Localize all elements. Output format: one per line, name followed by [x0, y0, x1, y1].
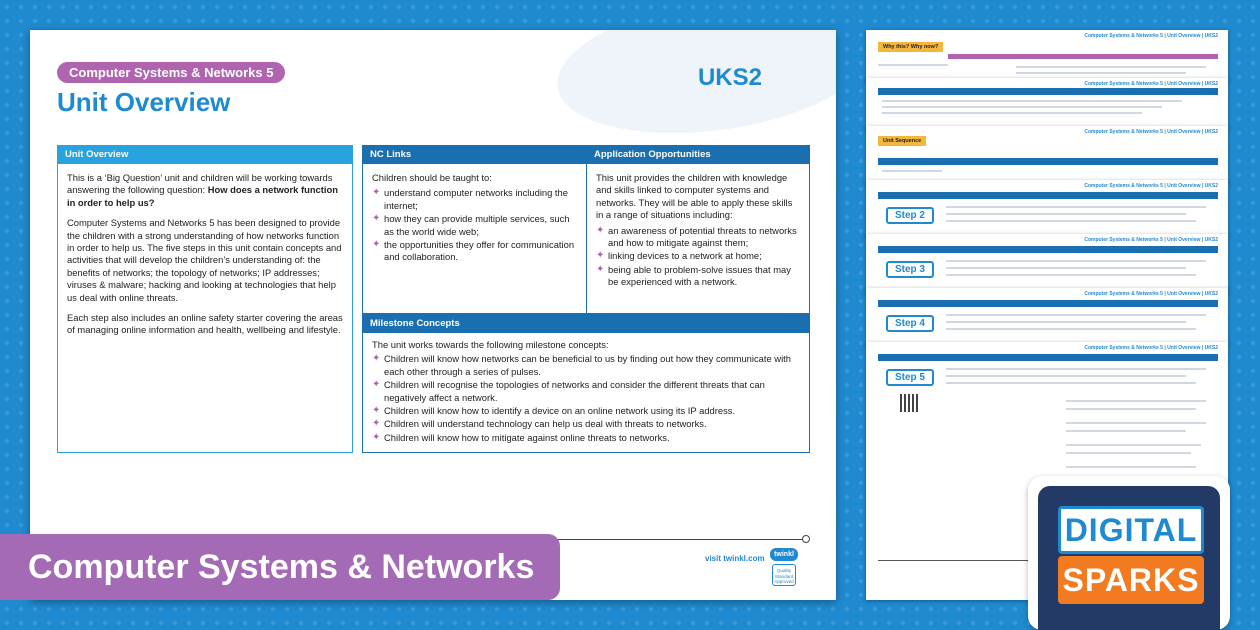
preview-sheet-1	[866, 30, 1228, 82]
unit-name-pill: Computer Systems & Networks 5	[57, 62, 285, 83]
sheet-header: Computer Systems & Networks 5 | Unit Overview | UKS2	[1084, 345, 1218, 351]
sheet-header-row	[878, 300, 1218, 307]
preview-sheet-3	[866, 126, 1228, 184]
decorative-shape	[549, 30, 836, 152]
sheet-header: Computer Systems & Networks 5 | Unit Overview | UKS2	[1084, 237, 1218, 243]
sheet-text-line	[946, 375, 1186, 377]
sheet-text-line	[946, 328, 1196, 330]
sheet-text-line	[946, 314, 1206, 316]
list-item: ✦ Children will know how networks can be beneficial to us by finding out how they communicate with each other through a series of pulses.	[372, 353, 800, 378]
sheet-text-line	[1066, 452, 1191, 454]
sheet-text-line	[1066, 408, 1196, 410]
sheet-text-line	[946, 206, 1206, 208]
sheet-text-line	[1066, 466, 1196, 468]
sheet-header: Computer Systems & Networks 5 | Unit Overview | UKS2	[1084, 129, 1218, 135]
sheet-header-row	[878, 88, 1218, 95]
sheet-header: Computer Systems & Networks 5 | Unit Overview | UKS2	[1084, 33, 1218, 39]
milestone-list	[372, 353, 800, 444]
sheet-text-line	[1016, 72, 1186, 74]
preview-sheet-5	[866, 234, 1228, 292]
application-heading: Application Opportunities	[587, 146, 809, 164]
why-this-tag: Why this? Why now?	[878, 42, 943, 52]
nc-links-box	[362, 145, 587, 314]
sheet-text-line	[946, 368, 1206, 370]
application-list	[596, 225, 800, 289]
sheet-text-line	[946, 267, 1186, 269]
sheet-header-row	[878, 158, 1218, 165]
footer-dot	[802, 535, 810, 543]
application-intro: This unit provides the children with knowledge and skills linked to computer systems and networks. They will be able to apply these skills in a range of situations including:	[596, 172, 793, 221]
sheet-header: Computer Systems & Networks 5 | Unit Overview | UKS2	[1084, 81, 1218, 87]
step-2-button: Step 2	[886, 207, 934, 224]
preview-sheet-4	[866, 180, 1228, 238]
list-item: ✦ understand computer networks including the internet;	[372, 187, 577, 212]
step-4-button: Step 4	[886, 315, 934, 332]
sheet-text-line	[1066, 430, 1186, 432]
twinkl-link[interactable]: visit twinkl.com	[705, 554, 765, 563]
logo-word-sparks: SPARKS	[1058, 556, 1204, 604]
sheet-text-line	[1066, 400, 1206, 402]
list-item: ✦ linking devices to a network at home;	[596, 250, 800, 262]
quality-badge: Quality Standard Approved	[772, 564, 796, 586]
application-box	[586, 145, 810, 314]
unit-overview-paragraph-2: Computer Systems and Networks 5 has been designed to provide the children with a strong understanding of how networks function in order to help us. The five steps in this unit contain concepts and activities that will develop the children’s understanding of: the benefits of networks; the topology of networks; IP addresses; viruses & malware; hacking and looking at technologies that help us deal with online threats.	[67, 217, 342, 303]
nc-links-list	[372, 187, 577, 263]
nc-links-intro: Children should be taught to:	[372, 172, 492, 183]
sheet-text-line	[878, 64, 948, 66]
step-3-button: Step 3	[886, 261, 934, 278]
qr-code-icon	[900, 394, 918, 412]
list-item: ✦ Children will understand technology can help us deal with threats to networks.	[372, 418, 800, 430]
logo-word-digital: DIGITAL	[1058, 506, 1204, 554]
sheet-text-line	[882, 106, 1162, 108]
sheet-header-row	[948, 54, 1218, 59]
list-item: ✦ the opportunities they offer for communication and collaboration.	[372, 239, 577, 264]
digital-sparks-logo	[1028, 476, 1230, 630]
sheet-header-row	[878, 192, 1218, 199]
list-item: ✦ Children will know how to mitigate against online threats to networks.	[372, 432, 800, 444]
unit-overview-box	[57, 145, 353, 453]
sheet-text-line	[882, 100, 1182, 102]
sheet-header: Computer Systems & Networks 5 | Unit Overview | UKS2	[1084, 291, 1218, 297]
list-item: ✦ an awareness of potential threats to networks and how to mitigate against them;	[596, 225, 800, 250]
twinkl-logo: twinkl	[770, 548, 798, 561]
sheet-text-line	[946, 274, 1196, 276]
unit-overview-page	[30, 30, 836, 600]
sheet-text-line	[946, 260, 1206, 262]
sheet-text-line	[882, 112, 1142, 114]
sheet-text-line	[946, 321, 1186, 323]
unit-sequence-tag: Unit Sequence	[878, 136, 926, 146]
preview-sheet-6	[866, 288, 1228, 346]
sheet-header-row	[878, 246, 1218, 253]
sheet-header-row	[878, 354, 1218, 361]
milestone-concepts-box	[362, 314, 810, 453]
list-item: ✦ Children will know how to identify a device on an online network using its IP address.	[372, 405, 800, 417]
sheet-text-line	[1066, 422, 1206, 424]
sheet-text-line	[946, 382, 1196, 384]
milestone-intro: The unit works towards the following milestone concepts:	[372, 339, 609, 350]
sheet-text-line	[882, 170, 942, 172]
list-item: ✦ being able to problem-solve issues that may be experienced with a network.	[596, 264, 800, 289]
list-item: ✦ how they can provide multiple services, such as the world wide web;	[372, 213, 577, 238]
sheet-text-line	[1016, 66, 1206, 68]
key-stage-label: UKS2	[697, 64, 762, 91]
step-5-button: Step 5	[886, 369, 934, 386]
milestone-heading: Milestone Concepts	[363, 315, 809, 333]
sheet-text-line	[946, 220, 1196, 222]
nc-links-heading: NC Links	[363, 146, 586, 164]
list-item: ✦ Children will recognise the topologies of networks and consider the different threats that can negatively affect a network.	[372, 379, 800, 404]
preview-sheet-2	[866, 78, 1228, 130]
unit-overview-paragraph-3: Each step also includes an online safety starter covering the areas of managing online information and health, wellbeing and lifestyle.	[67, 312, 343, 336]
sheet-text-line	[946, 213, 1186, 215]
sheet-header: Computer Systems & Networks 5 | Unit Overview | UKS2	[1084, 183, 1218, 189]
unit-overview-heading: Unit Overview	[58, 146, 352, 164]
big-question: How does a network function in order to help us?	[67, 184, 338, 208]
topic-banner: Computer Systems & Networks	[0, 534, 560, 600]
page-title: Unit Overview	[57, 87, 231, 117]
unit-overview-paragraph-1: This is a ‘Big Question’ unit and children will be working towards answering the following question: How does a network function in order to help us?	[67, 172, 338, 208]
sheet-text-line	[1066, 444, 1201, 446]
